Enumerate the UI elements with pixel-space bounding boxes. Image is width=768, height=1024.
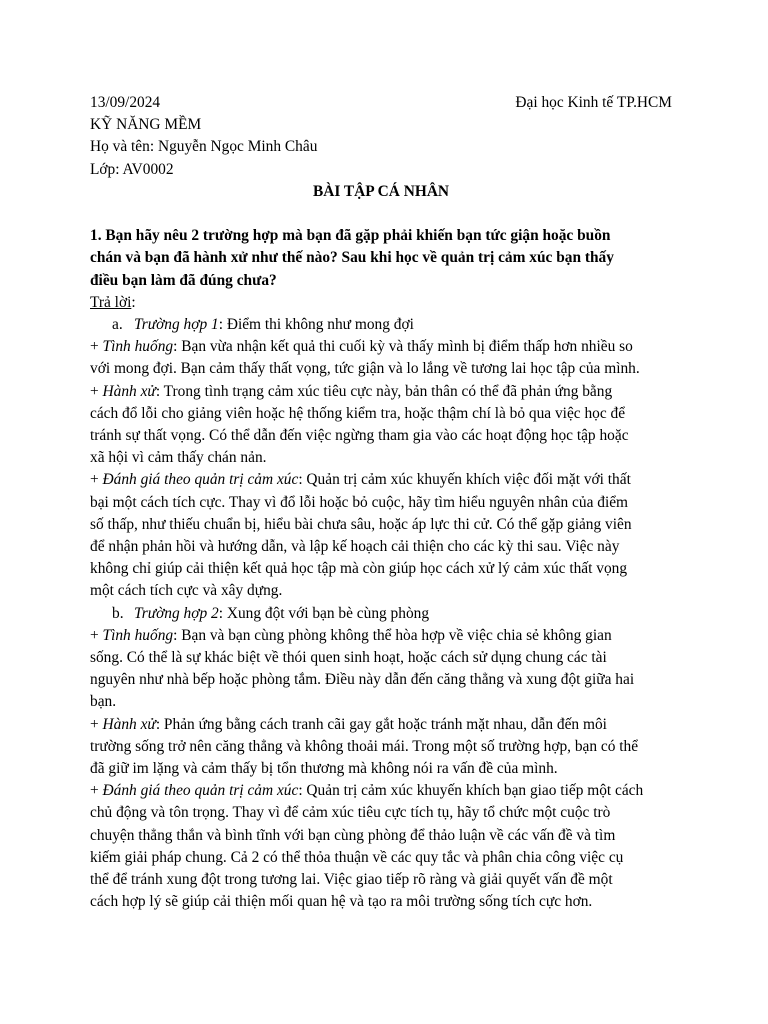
case-b-subtitle: : Xung đột với bạn bè cùng phòng (218, 604, 430, 622)
paragraph-line: một cách tích cực và xây dựng. (90, 582, 283, 600)
paragraph-line: bại một cách tích cực. Thay vì đổ lỗi hoặc bỏ cuộc, hãy tìm hiểu nguyên nhân của điểm (90, 493, 629, 511)
paragraph-label: Tình huống (102, 338, 174, 356)
paragraph-first-line (90, 780, 672, 802)
paragraph-line: thể để tránh xung đột trong tương lai. Việc giao tiếp rõ ràng và giải quyết vấn đề một (90, 871, 613, 889)
case-b-evaluation (90, 780, 672, 913)
paragraph-label: Hành xử (102, 715, 156, 733)
document-page (90, 92, 672, 914)
paragraph-text: : Bạn vừa nhận kết quả thi cuối kỳ và thấy mình bị điểm thấp hơn nhiều so (173, 338, 633, 356)
paragraph-text: : Phản ứng bằng cách tranh cãi gay gắt hoặc tránh mặt nhau, dẫn đến môi (155, 715, 607, 733)
university-name: Đại học Kinh tế TP.HCM (515, 94, 672, 111)
paragraph-first-line (90, 469, 672, 491)
paragraph-line: kiếm giải pháp chung. Cả 2 có thể thỏa thuận về các quy tắc và phân chia công việc cụ (90, 848, 624, 866)
plus-marker: + (90, 471, 103, 489)
header-row (90, 92, 672, 114)
paragraph-first-line (90, 625, 672, 647)
plus-marker: + (90, 715, 103, 733)
paragraph-line: nguyên như nhà bếp hoặc phòng tắm. Điều này dẫn đến căng thẳng và xung đột giữa hai (90, 671, 635, 689)
paragraph-line: với mong đợi. Bạn cảm thấy thất vọng, tức giận và lo lắng về tương lai học tập của mình. (90, 360, 640, 378)
paragraph-label: Đánh giá theo quản trị cảm xúc (102, 782, 299, 800)
paragraph-label: Hành xử (102, 382, 156, 400)
case-b-situation (90, 625, 672, 714)
answer-label: Trả lời (90, 293, 132, 311)
case-a-marker: a. (112, 316, 123, 334)
paragraph-text: : Quản trị cảm xúc khuyến khích việc đối mặt với thất (298, 471, 631, 489)
paragraph-line: chuyện thẳng thắn và bình tĩnh với bạn cùng phòng để thảo luận về các vấn đề và tìm (90, 826, 616, 844)
paragraph-line: không chỉ giúp cải thiện kết quả học tập mà còn giúp học cách xử lý cảm xúc thất vọng (90, 560, 628, 578)
case-b-marker: b. (112, 604, 124, 622)
plus-marker: + (90, 382, 103, 400)
case-a-evaluation (90, 469, 672, 602)
paragraph-text: : Trong tình trạng cảm xúc tiêu cực này, bản thân có thể đã phản ứng bằng (155, 382, 613, 400)
plus-marker: + (90, 782, 103, 800)
paragraph-line: sống. Có thể là sự khác biệt về thói quen sinh hoạt, hoặc cách sử dụng chung các tài (90, 649, 607, 667)
paragraph-line: cách đổ lỗi cho giảng viên hoặc hệ thống kiểm tra, hoặc thậm chí là bỏ qua việc học để (90, 404, 626, 422)
paragraph-label: Đánh giá theo quản trị cảm xúc (102, 471, 299, 489)
paragraph-line: cách hợp lý sẽ giúp cải thiện mối quan hệ và tạo ra môi trường sống tích cực hơn. (90, 893, 593, 911)
paragraph-line: tránh sự thất vọng. Có thể dẫn đến việc ngừng tham gia vào các hoạt động học tập hoặc (90, 427, 629, 445)
paragraph-line: trường sống trở nên căng thẳng và không thoải mái. Trong một số trường hợp, bạn có thể (90, 737, 639, 755)
document-date: 13/09/2024 (90, 94, 161, 111)
paragraph-line: đã giữ im lặng và cảm thấy bị tổn thương mà không nói ra vấn đề của mình. (90, 760, 558, 778)
plus-marker: + (90, 338, 103, 356)
document-title: BÀI TẬP CÁ NHÂN (312, 182, 450, 200)
student-name: Họ và tên: Nguyễn Ngọc Minh Châu (90, 138, 318, 156)
paragraph-line: để nhận phản hồi và hướng dẫn, và lập kế hoạch cải thiện cho các kỳ thi sau. Việc này (90, 538, 620, 556)
case-a-behavior (90, 381, 672, 470)
case-b-heading (90, 603, 672, 625)
plus-marker: + (90, 626, 103, 644)
paragraph-text: : Bạn và bạn cùng phòng không thể hòa hợp về việc chia sẻ không gian (173, 626, 612, 644)
case-a-heading (90, 314, 672, 336)
paragraph-line: bạn. (90, 693, 117, 711)
course-name: KỸ NĂNG MỀM (90, 116, 202, 134)
paragraph-line: số thấp, như thiếu chuẩn bị, hiểu bài chưa sâu, hoặc áp lực thi cử. Có thể gặp giảng viên (90, 515, 632, 533)
paragraph-label: Tình huống (102, 626, 174, 644)
paragraph-first-line (90, 336, 672, 358)
paragraph-line: chủ động và tôn trọng. Thay vì để cảm xúc tiêu cực tích tụ, hãy tổ chức một cuộc trò (90, 804, 611, 822)
answer-colon: : (131, 293, 136, 311)
case-a-title: Trường hợp 1 (134, 316, 219, 334)
class-code: Lớp: AV0002 (90, 160, 174, 178)
question-line: điều bạn làm đã đúng chưa? (90, 271, 277, 289)
case-b-title: Trường hợp 2 (134, 604, 219, 622)
case-a-situation (90, 336, 672, 380)
paragraph-text: : Quản trị cảm xúc khuyến khích bạn giao tiếp một cách (298, 782, 644, 800)
paragraph-line: xã hội vì cảm thấy chán nản. (90, 449, 267, 467)
blank-line (90, 203, 672, 225)
answer-heading (90, 292, 672, 314)
question-line: chán và bạn đã hành xử như thế nào? Sau khi học về quản trị cảm xúc bạn thấy (90, 249, 614, 267)
case-b-behavior (90, 714, 672, 781)
paragraph-first-line (90, 714, 672, 736)
paragraph-first-line (90, 381, 672, 403)
case-a-subtitle: : Điểm thi không như mong đợi (218, 316, 414, 334)
question-line: 1. Bạn hãy nêu 2 trường hợp mà bạn đã gặp phải khiến bạn tức giận hoặc buồn (90, 227, 611, 245)
question-text (90, 225, 672, 292)
